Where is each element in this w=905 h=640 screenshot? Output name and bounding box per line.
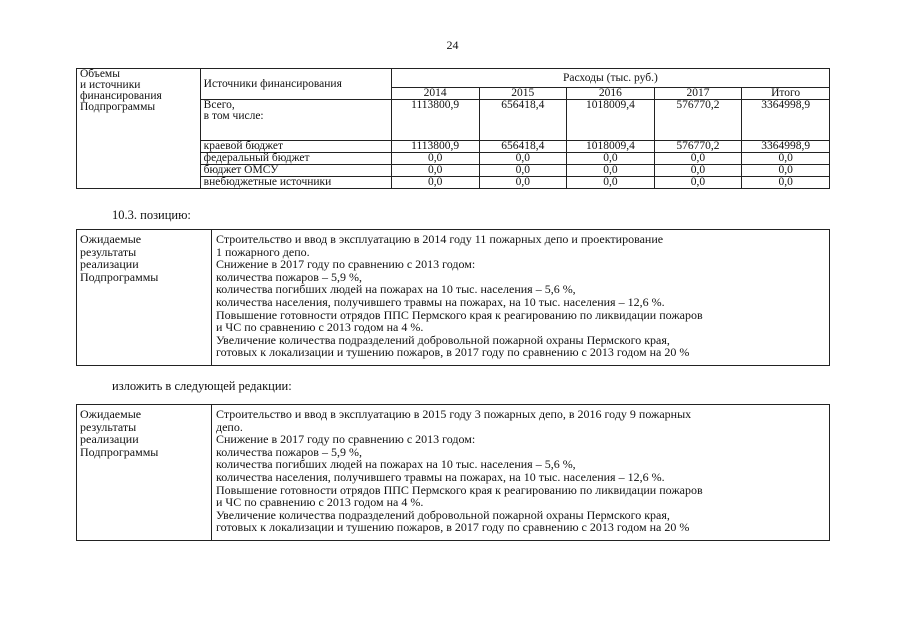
table-cell: 0,0 xyxy=(567,153,655,165)
table-cell: 0,0 xyxy=(654,165,742,177)
text-line: Снижение в 2017 году по сравнению с 2013 годом: xyxy=(216,432,476,447)
table-cell: 3364998,9 xyxy=(742,100,830,141)
text-line: Снижение в 2017 году по сравнению с 2013 годом: xyxy=(216,257,476,272)
table-cell: 0,0 xyxy=(654,153,742,165)
table-cell: 656418,4 xyxy=(479,100,567,141)
table-cell: 3364998,9 xyxy=(742,141,830,153)
text-line: Увеличение количества подразделений добровольной пожарной охраны Пермского края, xyxy=(216,332,670,347)
text-line: количества погибших людей на пожарах на 10 тыс. населения – 5,6 %, xyxy=(216,457,576,472)
financing-label-line: Объемы xyxy=(80,68,120,80)
financing-label-line: Подпрограммы xyxy=(80,101,156,113)
financing-table xyxy=(76,68,830,189)
source-label: краевой бюджет xyxy=(200,141,391,153)
total-label xyxy=(200,100,391,141)
label-line: результаты xyxy=(80,419,137,434)
text-line: Строительство и ввод в эксплуатацию в 2014 году 11 пожарных депо и проектирование xyxy=(216,232,664,246)
table-cell: 0,0 xyxy=(479,177,567,189)
expected-results-label xyxy=(77,230,212,366)
text-line: количества населения, получившего травмы на пожарах, на 10 тыс. населения – 12,6 %. xyxy=(216,469,665,484)
text-line: Строительство и ввод в эксплуатацию в 2015 году 3 пожарных депо, в 2016 году 9 пожарных xyxy=(216,407,692,421)
total-label-line: Всего, xyxy=(203,99,235,111)
table-cell: 0,0 xyxy=(742,153,830,165)
text-line: количества пожаров – 5,9 %, xyxy=(216,269,362,284)
label-line: Ожидаемые xyxy=(80,407,142,421)
text-line: и ЧС по сравнению с 2013 годом на 4 %. xyxy=(216,320,424,335)
table-cell: 0,0 xyxy=(391,165,479,177)
text-line: Повышение готовности отрядов ППС Пермского края к реагированию по ликвидации пожаров xyxy=(216,307,703,322)
table-cell: 576770,2 xyxy=(654,141,742,153)
year-header: 2017 xyxy=(654,88,742,100)
table-cell: 0,0 xyxy=(567,177,655,189)
text-line: количества населения, получившего травмы на пожарах, на 10 тыс. населения – 12,6 %. xyxy=(216,294,665,309)
expected-results-text xyxy=(212,405,830,541)
expected-results-text xyxy=(212,230,830,366)
text-line: 1 пожарного депо. xyxy=(216,244,310,259)
table-cell: 576770,2 xyxy=(654,100,742,141)
year-header: 2015 xyxy=(479,88,567,100)
financing-row-label xyxy=(77,69,201,189)
text-line: готовых к локализации и тушению пожаров, в 2017 году по сравнению с 2013 годом на 20 % xyxy=(216,520,690,535)
table-cell: 0,0 xyxy=(391,153,479,165)
label-line: Подпрограммы xyxy=(80,444,159,459)
source-label: внебюджетные источники xyxy=(200,177,391,189)
financing-label-line: финансирования xyxy=(80,90,162,102)
table-cell: 1113800,9 xyxy=(391,141,479,153)
source-label: федеральный бюджет xyxy=(200,153,391,165)
table-cell: 0,0 xyxy=(391,177,479,189)
label-line: реализации xyxy=(80,432,139,447)
text-line: количества погибших людей на пожарах на 10 тыс. населения – 5,6 %, xyxy=(216,282,576,297)
label-line: результаты xyxy=(80,244,137,259)
year-header: 2016 xyxy=(567,88,655,100)
text-line: и ЧС по сравнению с 2013 годом на 4 %. xyxy=(216,495,424,510)
label-line: Ожидаемые xyxy=(80,232,142,246)
table-cell: 1018009,4 xyxy=(567,141,655,153)
section-position-text: 10.3. позицию: xyxy=(112,208,191,222)
source-label: бюджет ОМСУ xyxy=(200,165,391,177)
table-cell: 1113800,9 xyxy=(391,100,479,141)
table-cell: 0,0 xyxy=(479,153,567,165)
table-cell: 0,0 xyxy=(479,165,567,177)
table-cell: 1018009,4 xyxy=(567,100,655,141)
total-header: Итого xyxy=(742,88,830,100)
table-cell: 0,0 xyxy=(567,165,655,177)
table-cell: 0,0 xyxy=(654,177,742,189)
table-cell: 0,0 xyxy=(742,165,830,177)
text-line: Увеличение количества подразделений добровольной пожарной охраны Пермского края, xyxy=(216,507,670,522)
label-line: Подпрограммы xyxy=(80,269,159,284)
expenses-header: Расходы (тыс. руб.) xyxy=(391,69,829,88)
financing-label-line: и источники xyxy=(80,79,141,91)
text-line: Повышение готовности отрядов ППС Пермского края к реагированию по ликвидации пожаров xyxy=(216,482,703,497)
text-line: готовых к локализации и тушению пожаров, в 2017 году по сравнению с 2013 годом на 20 % xyxy=(216,345,690,360)
expected-results-label xyxy=(77,405,212,541)
text-line: количества пожаров – 5,9 %, xyxy=(216,444,362,459)
label-line: реализации xyxy=(80,257,139,272)
year-header: 2014 xyxy=(391,88,479,100)
text-line: депо. xyxy=(216,419,243,434)
expected-results-new-table xyxy=(76,404,830,541)
expected-results-old-table xyxy=(76,229,830,366)
table-cell: 0,0 xyxy=(742,177,830,189)
new-edition-text: изложить в следующей редакции: xyxy=(112,379,292,393)
total-label-line: в том числе: xyxy=(203,110,264,122)
page-number: 24 xyxy=(446,38,459,52)
table-cell: 656418,4 xyxy=(479,141,567,153)
sources-header: Источники финансирования xyxy=(200,69,391,100)
